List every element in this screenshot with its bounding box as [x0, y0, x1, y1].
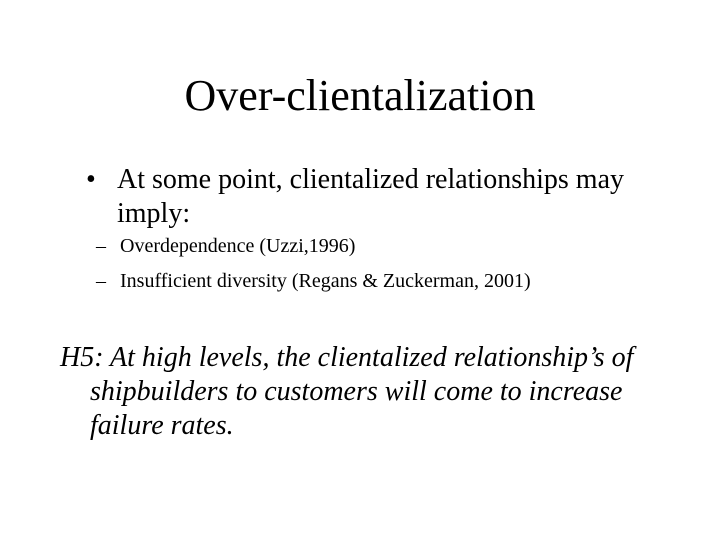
- sub-item-text: Overdependence (Uzzi,1996): [120, 235, 356, 257]
- sub-item-marker: –: [96, 270, 106, 292]
- bullet-text: At some point, clientalized relationships may imply:: [117, 164, 624, 229]
- bullet-item: [86, 163, 646, 231]
- slide-title: Over-clientalization: [184, 71, 536, 120]
- sub-item-overdependence: [96, 233, 676, 259]
- sub-item-marker: –: [96, 235, 106, 257]
- hypothesis-statement: H5: At high levels, the clientalized relationship’s of shipbuilders to customers will come to increase failure rates.: [60, 342, 634, 441]
- sub-item-diversity: [96, 268, 676, 294]
- sub-item-text: Insufficient diversity (Regans & Zuckerman, 2001): [120, 270, 531, 292]
- bullet-marker: •: [86, 164, 96, 195]
